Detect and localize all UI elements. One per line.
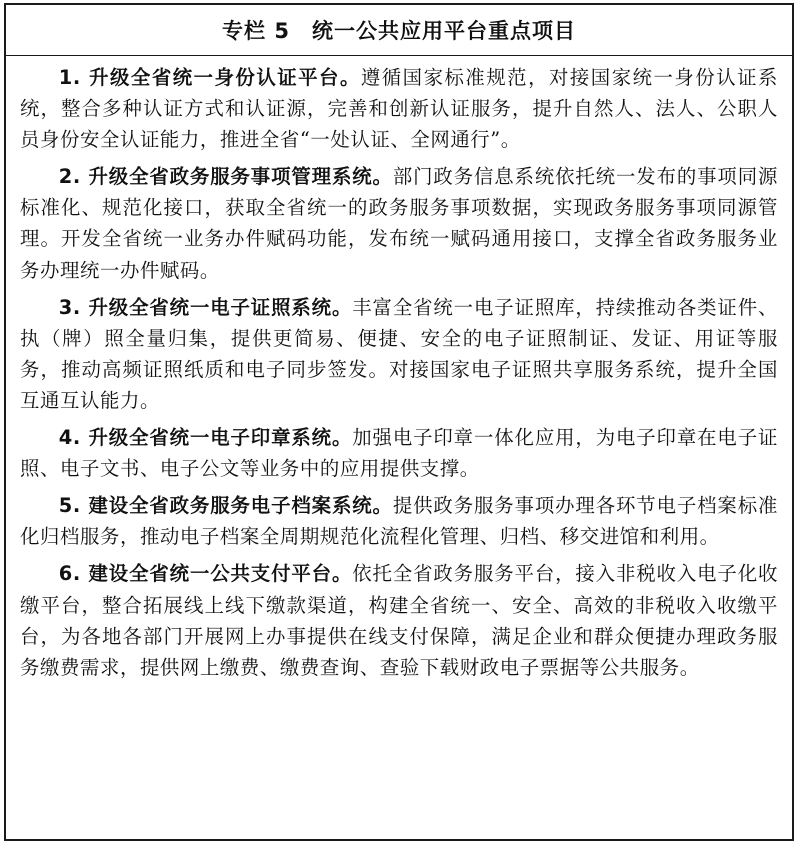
column-title: 统一公共应用平台重点项目 xyxy=(311,19,576,43)
item-title: 2. 升级全省政务服务事项管理系统。 xyxy=(58,165,393,189)
item-body: 丰富全省统一电子证照库，持续推动各类证件、执（牌）照全量归集，提供更简易、便捷、安全的电子证照制证、发证、用证等服务，推动高频证照纸质和电子同步签发。对接国家电子证照共享服务系统，提升全国互通互认能力。 xyxy=(20,295,778,412)
item-paragraph xyxy=(20,62,778,155)
item-title: 4. 升级全省统一电子印章系统。 xyxy=(58,426,353,450)
item-title: 1. 升级全省统一身份认证平台。 xyxy=(58,66,361,89)
item-paragraph xyxy=(20,422,778,484)
item-body: 遵循国家标准规范，对接国家统一身份认证系统，整合多种认证方式和认证源，完善和创新认证服务，提升自然人、法人、公职人员身份安全认证能力，推进全省“一处认证、全网通行”。 xyxy=(20,66,778,152)
item-paragraph xyxy=(20,490,778,552)
item-title: 6. 建设全省统一公共支付平台。 xyxy=(58,562,353,586)
column-header xyxy=(6,5,792,56)
item-body: 加强电子印章一体化应用，为电子印章在电子证照、电子文书、电子公文等业务中的应用提供支撑。 xyxy=(20,426,778,481)
item-paragraph xyxy=(20,292,778,416)
item-title: 3. 升级全省统一电子证照系统。 xyxy=(58,295,353,319)
column-box xyxy=(4,3,794,841)
item-body: 依托全省政务服务平台，接入非税收入电子化收缴平台，整合拓展线上线下缴款渠道，构建全省统一、安全、高效的非税收入收缴平台，为各地各部门开展网上办事提供在线支付保障，满足企业和群众便捷办理政务服务缴费需求，提供网上缴费、缴费查询、查验下载财政电子票据等公共服务。 xyxy=(20,562,778,679)
column-content xyxy=(6,56,792,683)
item-paragraph xyxy=(20,558,778,682)
column-label: 专栏 5 xyxy=(222,19,290,43)
item-body: 提供政务服务事项办理各环节电子档案标准化归档服务，推动电子档案全周期规范化流程化管理、归档、移交进馆和利用。 xyxy=(20,494,778,549)
item-title: 5. 建设全省政务服务电子档案系统。 xyxy=(58,494,393,518)
item-paragraph xyxy=(20,161,778,285)
item-body: 部门政务信息系统依托统一发布的事项同源标准化、规范化接口，获取全省统一的政务服务事项数据，实现政务服务事项同源管理。开发全省统一业务办件赋码功能，发布统一赋码通用接口，支撑全省政务服务业务办理统一办件赋码。 xyxy=(20,165,778,282)
